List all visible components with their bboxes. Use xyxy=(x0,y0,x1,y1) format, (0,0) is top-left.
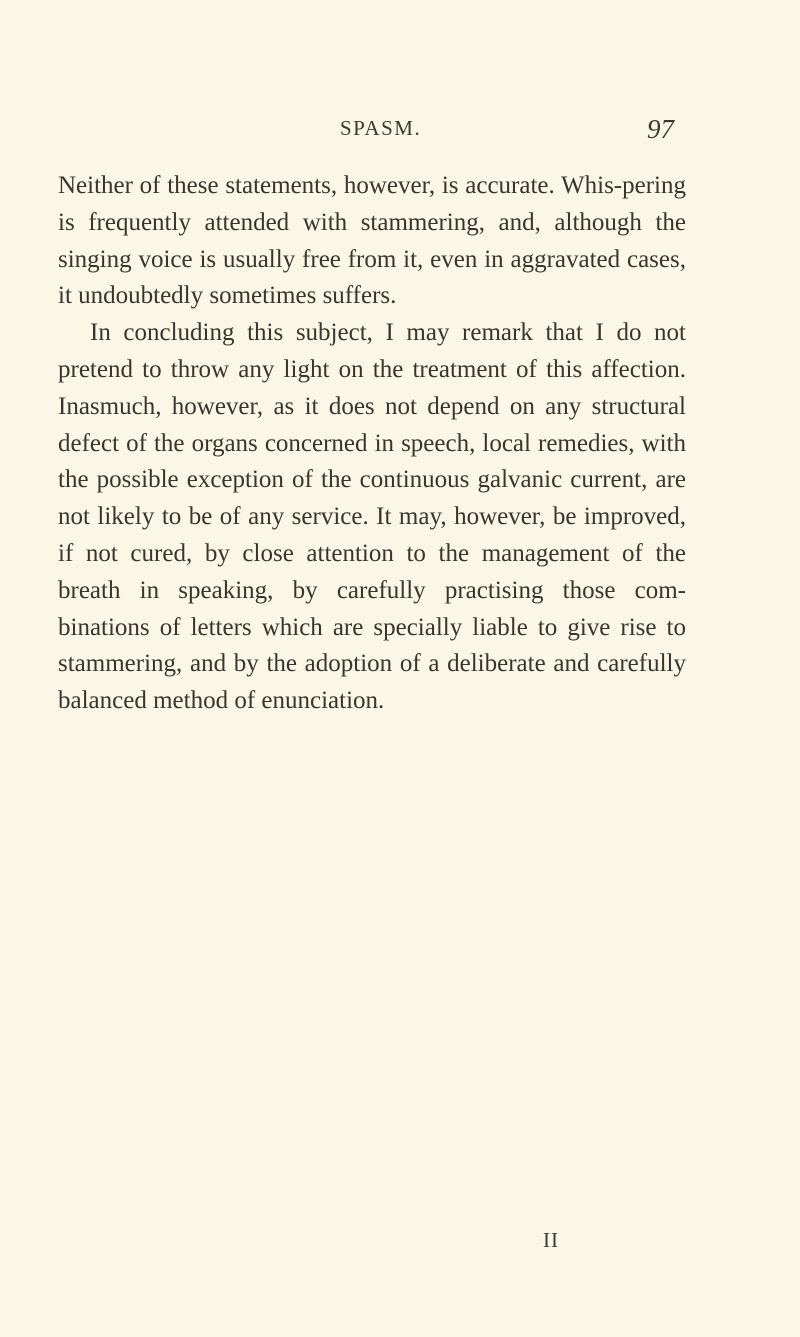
page-number: 97 xyxy=(647,114,674,144)
paragraph-2: In concluding this subject, I may remark that I do not pretend to throw any light on the treatment of this affection. Inasmuch, however, as it does not depend on any structural defect of the organs concerned in speech, local remedies, with the possible exception of the continuous galvanic current, are not likely to be of any service. It may, however, be improved, if not cured, by close attention to the management of the breath in speaking, by carefully practising those com-binations of letters which are specially liable to give rise to stammering, and by the adoption of a deliberate and carefully balanced method of enunciation. xyxy=(58,319,686,715)
body-text xyxy=(58,168,686,720)
signature-mark: II xyxy=(543,1228,559,1252)
running-head: SPASM. xyxy=(340,116,422,140)
paragraph-1: Neither of these statements, however, is accurate. Whis-pering is frequently attended with stammering, and, although the singing voice is usually free from it, even in aggravated cases, it undoubtedly sometimes suffers. xyxy=(58,172,686,310)
